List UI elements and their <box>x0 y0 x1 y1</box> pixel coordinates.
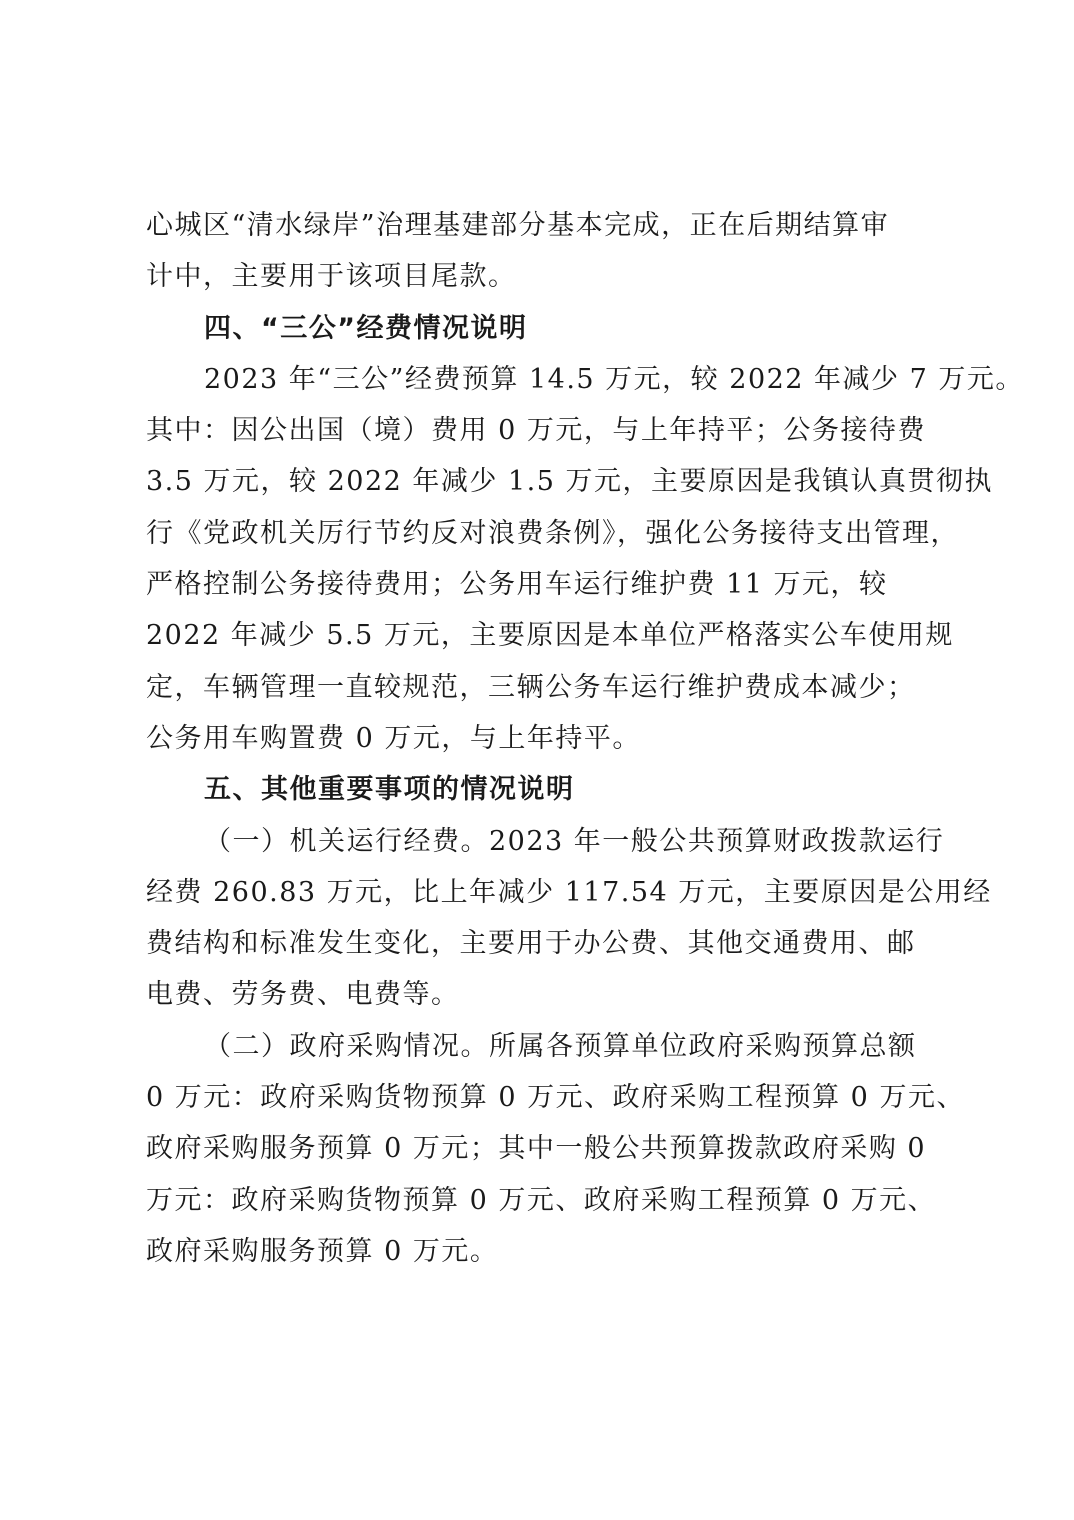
paragraph-line: 费结构和标准发生变化，主要用于办公费、其他交通费用、邮 <box>146 928 916 960</box>
paragraph-line: 其中：因公出国（境）费用 0 万元，与上年持平；公务接待费 <box>146 415 926 447</box>
document-body <box>146 200 1024 1277</box>
paragraph-line: 计中，主要用于该项目尾款。 <box>146 261 517 293</box>
paragraph-line: 严格控制公务接待费用；公务用车运行维护费 11 万元，较 <box>146 569 888 601</box>
paragraph-line: 2022 年减少 5.5 万元，主要原因是本单位严格落实公车使用规 <box>146 620 954 652</box>
paragraph-line: 心城区“清水绿岸”治理基建部分基本完成，正在后期结算审 <box>146 210 890 241</box>
paragraph-line: （二）政府采购情况。所属各预算单位政府采购预算总额 <box>204 1030 917 1062</box>
paragraph-line: （一）机关运行经费。2023 年一般公共预算财政拨款运行 <box>204 825 945 857</box>
paragraph-line: 电费、劳务费、电费等。 <box>146 979 460 1011</box>
paragraph-line: 政府采购服务预算 0 万元；其中一般公共预算拨款政府采购 0 <box>146 1133 927 1165</box>
paragraph-line: 3.5 万元，较 2022 年减少 1.5 万元，主要原因是我镇认真贯彻执 <box>146 466 994 498</box>
paragraph-line: 2023 年“三公”经费预算 14.5 万元，较 2022 年减少 7 万元。 <box>204 363 1024 395</box>
paragraph-line: 定，车辆管理一直较规范，三辆公务车运行维护费成本减少； <box>146 671 916 703</box>
section-heading-5: 五、其他重要事项的情况说明 <box>204 774 575 806</box>
paragraph-line: 0 万元：政府采购货物预算 0 万元、政府采购工程预算 0 万元、 <box>146 1082 965 1114</box>
paragraph-line: 万元：政府采购货物预算 0 万元、政府采购工程预算 0 万元、 <box>146 1184 937 1216</box>
paragraph-line: 公务用车购置费 0 万元，与上年持平。 <box>146 722 641 754</box>
paragraph-line: 经费 260.83 万元，比上年减少 117.54 万元，主要原因是公用经 <box>146 876 992 908</box>
section-heading-4: 四、“三公”经费情况说明 <box>204 312 528 344</box>
paragraph-line: 行《党政机关厉行节约反对浪费条例》，强化公务接待支出管理， <box>146 517 959 549</box>
paragraph-line: 政府采购服务预算 0 万元。 <box>146 1235 499 1267</box>
